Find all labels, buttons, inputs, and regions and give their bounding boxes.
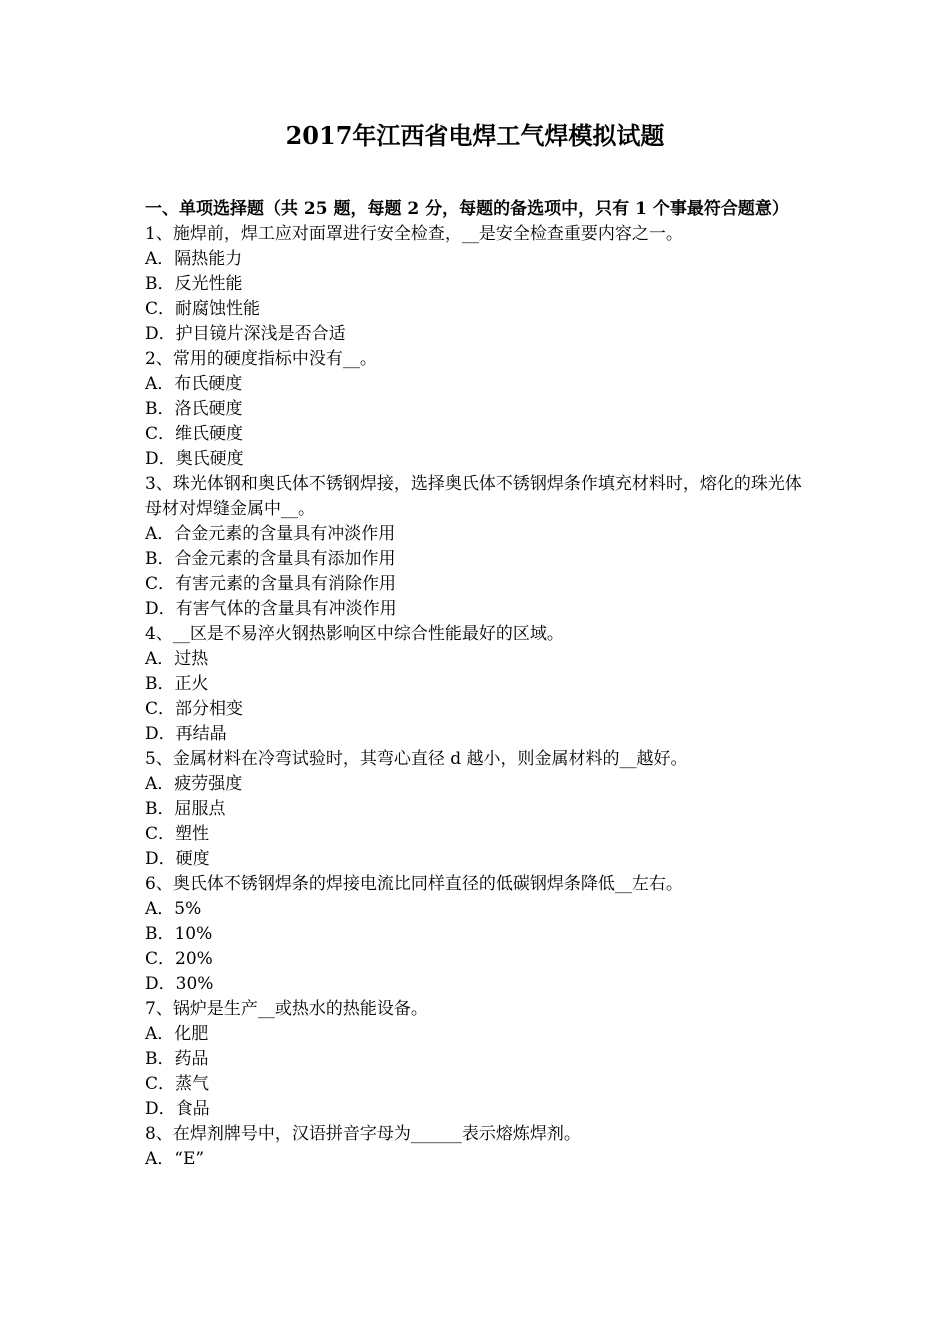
option-b: B．屈服点 xyxy=(145,799,226,819)
question-6 xyxy=(145,872,810,997)
option-d: D．有害气体的含量具有冲淡作用 xyxy=(145,599,397,619)
option-b: B．洛氏硬度 xyxy=(145,399,243,419)
option-c: C．塑性 xyxy=(145,824,210,844)
option-d: D．硬度 xyxy=(145,849,210,869)
option-a: A．疲劳强度 xyxy=(145,774,243,794)
question-stem: 2、常用的硬度指标中没有__。 xyxy=(145,349,377,369)
page-title: 2017年江西省电焊工气焊模拟试题 xyxy=(285,121,665,150)
question-stem: 7、锅炉是生产__或热水的热能设备。 xyxy=(145,999,428,1019)
option-d: D．食品 xyxy=(145,1099,210,1119)
question-5 xyxy=(145,747,810,872)
option-a: A．化肥 xyxy=(145,1024,209,1044)
option-b: B．合金元素的含量具有添加作用 xyxy=(145,549,396,569)
option-c: C．部分相变 xyxy=(145,699,244,719)
option-c: C．耐腐蚀性能 xyxy=(145,299,261,319)
option-b: B．正火 xyxy=(145,674,209,694)
option-b: B．反光性能 xyxy=(145,274,243,294)
option-a: A．布氏硬度 xyxy=(145,374,243,394)
question-stem: 4、__区是不易淬火钢热影响区中综合性能最好的区域。 xyxy=(145,624,564,644)
question-8 xyxy=(145,1122,810,1172)
question-4 xyxy=(145,622,810,747)
option-c: C．有害元素的含量具有消除作用 xyxy=(145,574,397,594)
question-stem: 3、珠光体钢和奥氏体不锈钢焊接，选择奥氏体不锈钢焊条作填充材料时，熔化的珠光体母材对焊缝金属中__。 xyxy=(145,474,802,519)
option-d: D．再结晶 xyxy=(145,724,227,744)
option-b: B．10% xyxy=(145,924,213,944)
option-c: C．维氏硬度 xyxy=(145,424,244,444)
question-3 xyxy=(145,472,810,622)
question-stem: 8、在焊剂牌号中，汉语拼音字母为______表示熔炼焊剂。 xyxy=(145,1124,581,1144)
option-a: A．5% xyxy=(145,899,202,919)
option-a: A．合金元素的含量具有冲淡作用 xyxy=(145,524,396,544)
question-stem: 1、施焊前，焊工应对面罩进行安全检查，__是安全检查重要内容之一。 xyxy=(145,224,683,244)
option-b: B．药品 xyxy=(145,1049,209,1069)
option-a: A．“E” xyxy=(145,1149,205,1169)
option-d: D．护目镜片深浅是否合适 xyxy=(145,324,346,344)
question-1 xyxy=(145,222,810,347)
option-a: A．过热 xyxy=(145,649,209,669)
question-7 xyxy=(145,997,810,1122)
option-c: C．20% xyxy=(145,949,213,969)
option-c: C．蒸气 xyxy=(145,1074,210,1094)
question-content xyxy=(145,197,810,1172)
question-2 xyxy=(145,347,810,472)
question-stem: 5、金属材料在冷弯试验时，其弯心直径 d 越小，则金属材料的__越好。 xyxy=(145,749,688,769)
option-d: D．奥氏硬度 xyxy=(145,449,244,469)
option-d: D．30% xyxy=(145,974,214,994)
option-a: A．隔热能力 xyxy=(145,249,243,269)
section-heading: 一、单项选择题（共 25 题，每题 2 分，每题的备选项中，只有 1 个事最符合题意） xyxy=(145,199,789,219)
question-stem: 6、奥氏体不锈钢焊条的焊接电流比同样直径的低碳钢焊条降低__左右。 xyxy=(145,874,683,894)
